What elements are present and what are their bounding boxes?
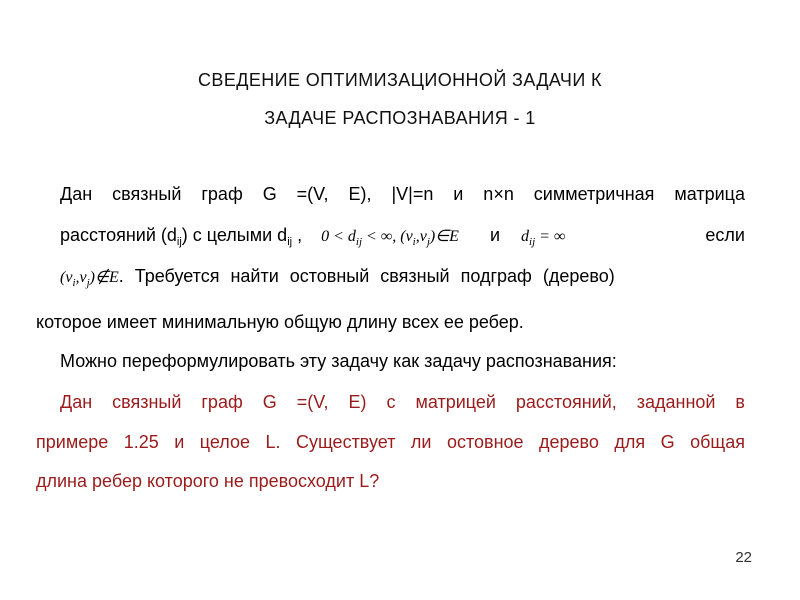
subscript: i: [412, 236, 416, 248]
text-segment: ,: [292, 225, 303, 245]
formula-infinite-distance: [521, 228, 566, 248]
subscript: ij: [176, 236, 182, 248]
math-text: (v: [60, 269, 73, 286]
text-and: и: [489, 225, 501, 245]
math-text: 0 < d: [321, 228, 356, 245]
subscript: ij: [529, 236, 536, 248]
math-text: )∉E: [89, 269, 119, 286]
slide-title-line-1: СВЕДЕНИЕ ОПТИМИЗАЦИОННОЙ ЗАДАЧИ К: [198, 70, 602, 90]
math-text: ,v: [75, 269, 87, 286]
text-segment: . Требуется найти остовный связный подграф (дерево): [118, 266, 615, 286]
formula-positive-distance: [321, 228, 459, 248]
subscript: i: [72, 277, 76, 289]
paragraph-1-line-3: [60, 266, 745, 289]
math-text: )∈E: [429, 228, 459, 245]
paragraph-1-line-4: которое имеет минимальную общую длину всех ее ребер.: [36, 312, 524, 332]
text-segment: расстояний (d: [60, 225, 177, 245]
page-number: 22: [735, 549, 752, 566]
math-text: < ∞, (v: [362, 228, 413, 245]
paragraph-1-line-1: Дан связный граф G =(V, E), |V|=n и n×n симметричная матрица: [60, 184, 745, 204]
paragraph-3-line-3: длина ребер которого не превосходит L?: [36, 471, 380, 491]
subscript: ij: [355, 236, 363, 248]
paragraph-1-line-2: [60, 225, 745, 248]
text-if: если: [705, 225, 745, 245]
paragraph-3-line-2: примере 1.25 и целое L. Существует ли остовное дерево для G общая: [36, 432, 745, 452]
paragraph-2: Можно переформулировать эту задачу как задачу распознавания:: [60, 351, 617, 371]
math-text: d: [521, 228, 530, 245]
paragraph-3-line-1: Дан связный граф G =(V, E) с матрицей расстояний, заданной в: [60, 392, 745, 412]
text-segment: ) с целыми d: [181, 225, 288, 245]
slide-title-line-2: ЗАДАЧЕ РАСПОЗНАВАНИЯ - 1: [264, 108, 536, 128]
formula-not-edge: [60, 269, 119, 289]
subscript: j: [86, 277, 90, 289]
subscript: ij: [287, 236, 293, 248]
math-text: = ∞: [535, 228, 566, 245]
subscript: j: [426, 236, 430, 248]
math-text: ,v: [415, 228, 427, 245]
